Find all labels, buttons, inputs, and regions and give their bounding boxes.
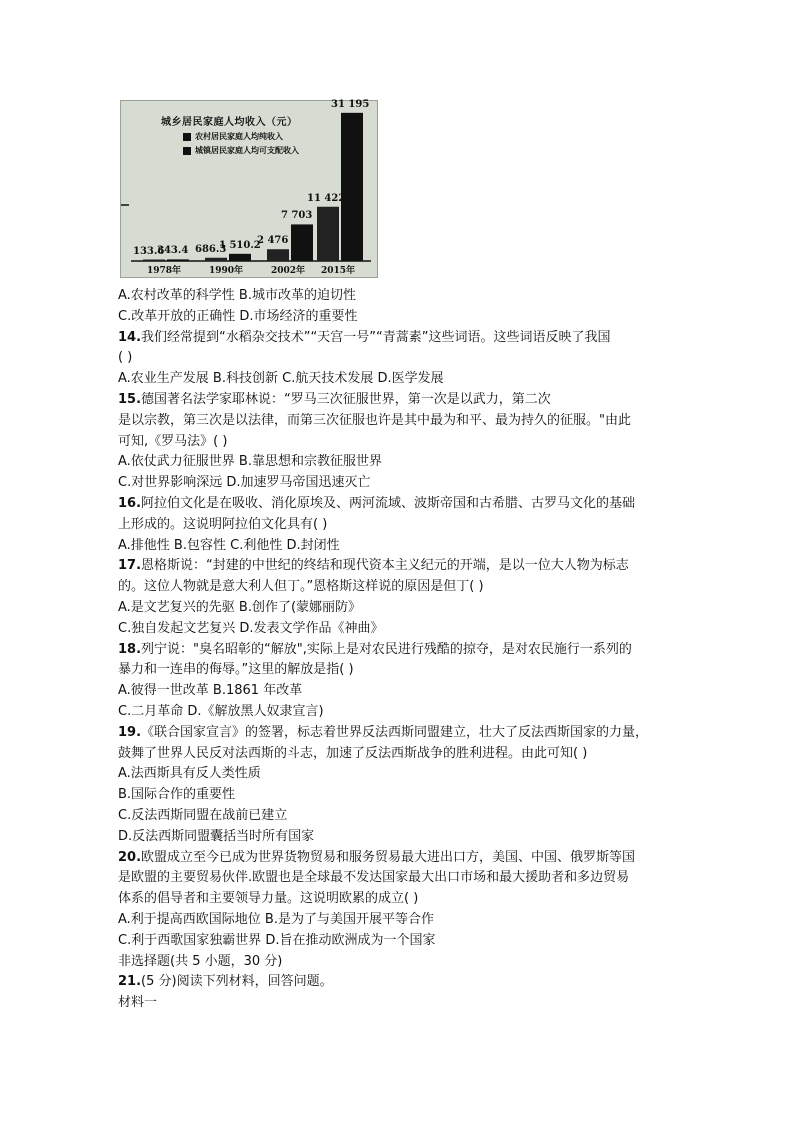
bar-rural xyxy=(267,249,289,261)
question-text: A.农业生产发展 B.科技创新 C.航天技术发展 D.医学发展 xyxy=(118,371,444,387)
question-text: A.彼得一世改革 B.1861 年改革 xyxy=(118,683,303,699)
category-label: 1978年 xyxy=(147,266,182,276)
question-line xyxy=(118,390,684,411)
question-line xyxy=(118,473,684,494)
income-bar-chart xyxy=(120,100,378,278)
data-label: 7 703 xyxy=(281,210,313,222)
question-line xyxy=(118,785,684,806)
question-line xyxy=(118,910,684,931)
question-text: A.排他性 B.包容性 C.利他性 D.封闭性 xyxy=(118,537,340,553)
question-number: 20. xyxy=(118,849,142,865)
category-label: 2015年 xyxy=(321,266,356,276)
question-line xyxy=(118,286,684,307)
data-label: 11 422 xyxy=(307,192,346,204)
question-line xyxy=(118,660,684,681)
question-line xyxy=(118,452,684,473)
question-text: D.反法西斯同盟囊括当时所有国家 xyxy=(118,828,315,844)
question-line xyxy=(118,515,684,536)
question-line xyxy=(118,827,684,848)
question-text: B.国际合作的重要性 xyxy=(118,787,236,803)
legend-swatch-urban xyxy=(183,147,191,155)
question-text: 非选择题(共 5 小题，30 分) xyxy=(118,953,283,969)
question-number: 19. xyxy=(118,724,142,740)
question-text: 上形成的。这说明阿拉伯文化具有( ) xyxy=(118,516,328,532)
question-number: 21. xyxy=(118,974,142,990)
bar-urban xyxy=(229,254,251,261)
question-line xyxy=(118,681,684,702)
legend-rural xyxy=(183,131,283,142)
question-line xyxy=(118,848,684,869)
question-line xyxy=(118,972,684,993)
question-line xyxy=(118,536,684,557)
question-line xyxy=(118,328,684,349)
category-label: 2002年 xyxy=(271,266,306,276)
question-line xyxy=(118,348,684,369)
question-number: 14. xyxy=(118,329,142,345)
question-line xyxy=(118,369,684,390)
bar-urban xyxy=(167,259,189,261)
question-text: 鼓舞了世界人民反对法西斯的斗志，加速了反法西斯战争的胜利进程。由此可知( ) xyxy=(118,745,588,761)
question-line xyxy=(118,806,684,827)
question-line xyxy=(118,702,684,723)
question-text: 的。这位人物就是意大利人但丁。”恩格斯这样说的原因是但丁( ) xyxy=(118,579,484,595)
question-text: A.是文艺复兴的先驱 B.创作了(蒙娜丽防》 xyxy=(118,599,362,615)
question-line xyxy=(118,744,684,765)
question-line xyxy=(118,307,684,328)
legend-label-rural: 农村居民家庭人均纯收入 xyxy=(195,132,283,141)
bar-urban xyxy=(291,224,313,261)
question-text: A.利于提高西欧国际地位 B.是为了与美国开展平等合作 xyxy=(118,911,434,927)
question-line xyxy=(118,598,684,619)
question-line xyxy=(118,868,684,889)
question-text: 列宁说："臭名昭彰的“解放",实际上是对农民进行残酷的掠夺，是对农民施行一系列的 xyxy=(141,641,632,657)
question-line xyxy=(118,619,684,640)
data-label: 2 476 xyxy=(257,235,289,247)
data-label: 133.6 xyxy=(133,245,165,257)
data-label: 1 510.2 xyxy=(219,239,261,251)
bar-rural xyxy=(317,207,339,261)
question-text: A.依仗武力征服世界 B.靠思想和宗教征服世界 xyxy=(118,454,382,470)
category-label: 1990年 xyxy=(209,266,244,276)
question-number: 15. xyxy=(118,391,142,407)
question-line xyxy=(118,577,684,598)
question-line xyxy=(118,640,684,661)
legend-label-urban: 城镇居民家庭人均可支配收入 xyxy=(195,146,299,155)
bar-rural xyxy=(143,260,165,262)
legend-swatch-rural xyxy=(183,133,191,141)
question-text: 恩格斯说：“封建的中世纪的终结和现代资本主义纪元的开端，是以一位大人物为标志 xyxy=(141,558,629,574)
question-text: C.反法西斯同盟在战前已建立 xyxy=(118,807,288,823)
bar-urban xyxy=(341,113,363,261)
data-label: 31 195 xyxy=(331,98,370,110)
question-text: A.法西斯具有反人类性质 xyxy=(118,766,261,782)
question-number: 16. xyxy=(118,495,142,511)
question-number: 17. xyxy=(118,558,142,574)
question-text: 可知,《罗马法》( ) xyxy=(118,433,228,449)
data-label: 343.4 xyxy=(157,245,189,257)
question-text: C.改革开放的正确性 D.市场经济的重要性 xyxy=(118,308,358,324)
question-text: C.二月革命 D.《解放黑人奴隶宣言) xyxy=(118,703,324,719)
question-text: 是以宗教，第三次是以法律，而第三次征服也许是其中最为和平、最为持久的征服。"由此 xyxy=(118,412,631,428)
question-text: 暴力和一连串的侮辱。”这里的解放是指( ) xyxy=(118,662,354,678)
question-text: 是欧盟的主要贸易伙伴.欧盟也是全球最不发达国家最大出口市场和最大援助者和多边贸易 xyxy=(118,870,630,886)
question-text: 阿拉伯文化是在吸收、消化原埃及、两河流域、波斯帝国和古希腊、古罗马文化的基础 xyxy=(141,495,636,511)
question-text: 体系的倡导者和主要领导力量。这说明欧累的成立( ) xyxy=(118,891,419,907)
question-line xyxy=(118,723,684,744)
question-text: ( ) xyxy=(118,350,133,366)
question-list xyxy=(118,286,684,1014)
question-text: C.对世界影响深远 D.加速罗马帝国迅速灭亡 xyxy=(118,475,371,491)
legend-urban xyxy=(183,145,299,156)
chart-title: 城乡居民家庭人均收入（元） xyxy=(161,117,298,128)
question-text: (5 分)阅读下列材料，回答问题。 xyxy=(141,974,333,990)
question-text: A.农村改革的科学性 B.城市改革的迫切性 xyxy=(118,288,356,303)
question-line xyxy=(118,889,684,910)
question-line xyxy=(118,952,684,973)
question-line xyxy=(118,993,684,1014)
question-text: 德国著名法学家耶林说：“罗马三次征服世界，第一次是以武力，第二次 xyxy=(141,391,551,407)
question-line xyxy=(118,931,684,952)
question-line xyxy=(118,432,684,453)
question-line xyxy=(118,494,684,515)
question-text: C.利于西歌国家独霸世界 D.旨在推动欧洲成为一个国家 xyxy=(118,932,436,948)
question-line xyxy=(118,556,684,577)
question-text: C.独自发起文艺复兴 D.发表文学作品《神曲》 xyxy=(118,620,384,636)
question-number: 18. xyxy=(118,641,142,657)
question-text: 欧盟成立至今已成为世界货物贸易和服务贸易最大进出口方，美国、中国、俄罗斯等国 xyxy=(141,849,636,865)
question-line xyxy=(118,764,684,785)
question-line xyxy=(118,411,684,432)
question-text: 我们经常提到“水稻杂交技术”“天宫一号”“青蒿素”这些词语。这些词语反映了我国 xyxy=(141,329,611,345)
question-text: 《联合国家宣言》的签署，标志着世界反法西斯同盟建立，壮大了反法西斯国家的力量， xyxy=(141,724,649,740)
question-text: 材料一 xyxy=(118,995,158,1011)
data-label: 686.3 xyxy=(195,243,227,255)
bar-rural xyxy=(205,258,227,261)
